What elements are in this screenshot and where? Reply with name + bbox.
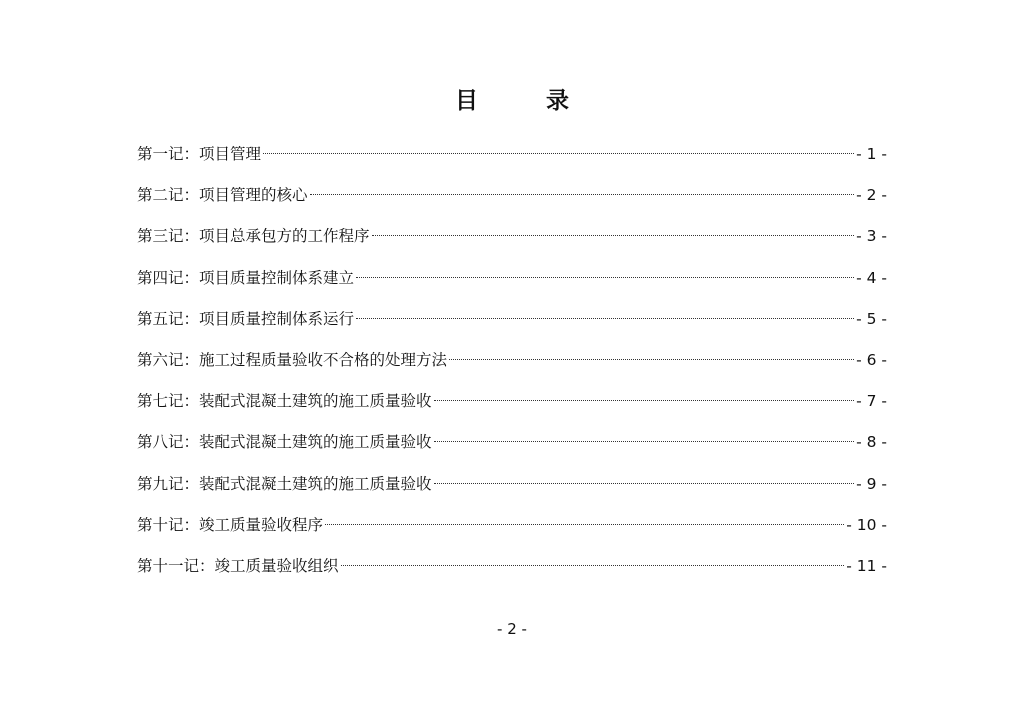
dot-leader (434, 400, 855, 401)
toc-entry-11[interactable] (137, 553, 887, 594)
toc-entry-page: - 7 - (856, 392, 887, 411)
toc-title: 目 录 (454, 88, 599, 114)
toc-entry-label: 第三记：项目总承包方的工作程序 (137, 227, 370, 246)
toc-entry-3[interactable] (137, 223, 887, 264)
dot-leader (449, 359, 854, 360)
dot-leader (263, 153, 854, 154)
toc-entry-label: 第十记：竣工质量验收程序 (137, 515, 324, 534)
table-of-contents (137, 141, 887, 594)
toc-entry-page: - 8 - (856, 433, 887, 452)
toc-entry-page: - 9 - (856, 474, 887, 493)
toc-entry-2[interactable] (137, 182, 887, 223)
toc-entry-4[interactable] (137, 265, 887, 306)
dot-leader (325, 524, 844, 525)
toc-entry-5[interactable] (137, 306, 887, 347)
toc-entry-label: 第十一记：竣工质量验收组织 (137, 556, 339, 575)
toc-entry-page: - 6 - (856, 350, 887, 369)
toc-entry-1[interactable] (137, 141, 887, 182)
dot-leader (372, 235, 855, 236)
toc-entry-page: - 11 - (846, 556, 887, 575)
toc-entry-label: 第九记：装配式混凝土建筑的施工质量验收 (137, 474, 432, 493)
toc-entry-label: 第二记：项目管理的核心 (137, 186, 308, 205)
toc-entry-page: - 10 - (846, 515, 887, 534)
toc-entry-10[interactable] (137, 512, 887, 553)
dot-leader (434, 441, 855, 442)
toc-entry-label: 第五记：项目质量控制体系运行 (137, 309, 355, 328)
toc-entry-9[interactable] (137, 471, 887, 512)
toc-entry-label: 第八记：装配式混凝土建筑的施工质量验收 (137, 433, 432, 452)
toc-entry-label: 第一记：项目管理 (137, 145, 262, 163)
toc-entry-page: - 3 - (856, 227, 887, 246)
dot-leader (310, 194, 855, 195)
toc-entry-8[interactable] (137, 429, 887, 470)
dot-leader (356, 277, 854, 278)
dot-leader (356, 318, 854, 319)
toc-entry-6[interactable] (137, 347, 887, 388)
dot-leader (434, 483, 855, 484)
toc-entry-label: 第六记：施工过程质量验收不合格的处理方法 (137, 350, 448, 369)
toc-entry-page: - 4 - (856, 268, 887, 287)
toc-entry-7[interactable] (137, 388, 887, 429)
toc-entry-page: - 2 - (856, 186, 887, 205)
page-number: - 2 - (497, 620, 527, 638)
toc-entry-page: - 1 - (856, 145, 887, 163)
toc-entry-label: 第七记：装配式混凝土建筑的施工质量验收 (137, 392, 432, 411)
toc-entry-label: 第四记：项目质量控制体系建立 (137, 268, 355, 287)
dot-leader (341, 565, 845, 566)
toc-entry-page: - 5 - (856, 309, 887, 328)
